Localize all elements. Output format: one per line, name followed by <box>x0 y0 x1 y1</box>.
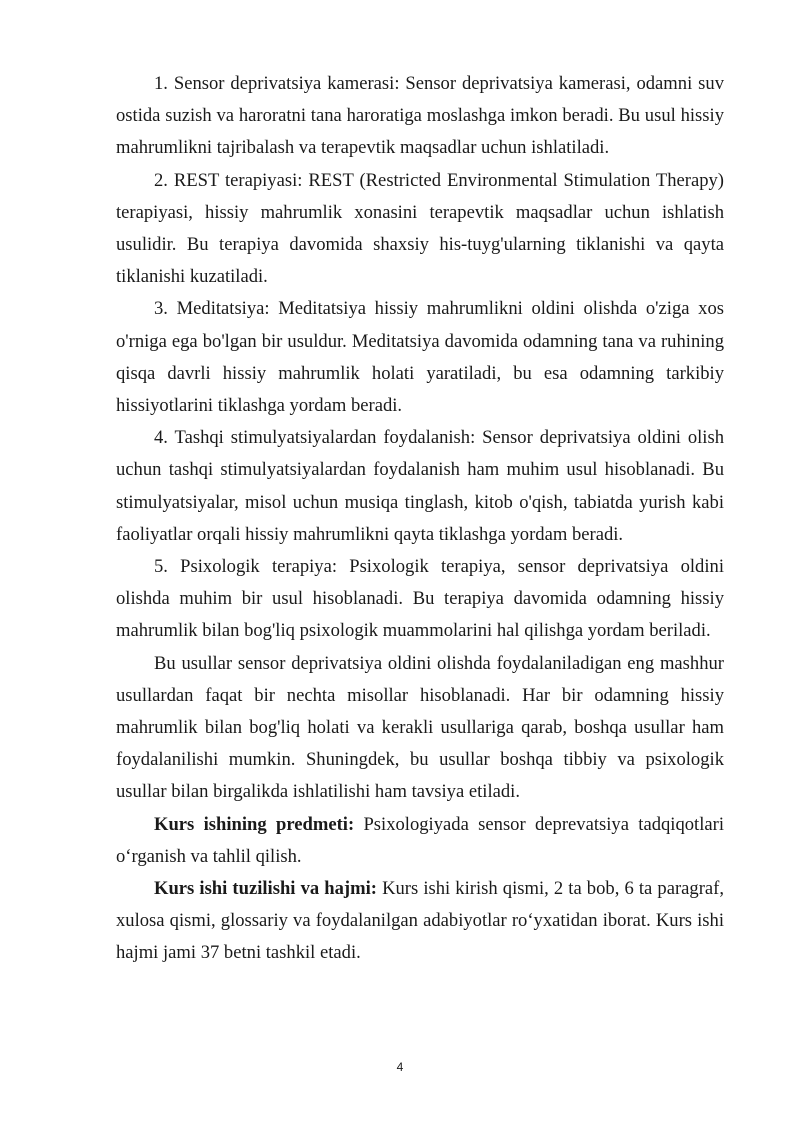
paragraph-external-stimulation: 4. Tashqi stimulyatsiyalardan foydalanish: Sensor deprivatsiya oldini olish uchun tashqi stimulyatsiyalardan foydalanish ham muhim usul hisoblanadi. Bu stimulyatsiyalar, misol uchun musiqa tinglash, kitob o'qish, tabiatda yurish kabi faoliyatlar orqali hissiy mahrumlikni qayta tiklashga yordam beradi. <box>116 427 724 545</box>
course-structure-label: Kurs ishi tuzilishi va hajmi: <box>154 878 377 900</box>
paragraph-course-subject <box>116 809 724 873</box>
course-subject-label: Kurs ishining predmeti: <box>154 813 355 835</box>
course-subject-text: Psixologiyada sensor deprevatsiya tadqiqotlari o‘rganish va tahlil qilish. <box>116 813 724 867</box>
paragraph-sensor-chamber: 1. Sensor deprivatsiya kamerasi: Sensor deprivatsiya kamerasi, odamni suv ostida suzish va haroratni tana haroratiga moslashga imkon beradi. Bu usul hissiy mahrumlikni tajribalash va terapevtik maqsadlar uchun ishlatiladi. <box>116 73 724 159</box>
paragraph-meditation: 3. Meditatsiya: Meditatsiya hissiy mahrumlikni oldini olishda o'ziga xos o'rniga ega bo'lgan bir usuldur. Meditatsiya davomida odamning tana va ruhining qisqa davrli hissiy mahrumlik holati yaratiladi, bu esa odamning tarkibiy hissiyotlarini tiklashga yordam beradi. <box>116 298 724 417</box>
paragraph-rest-therapy: 2. REST terapiyasi: REST (Restricted Environmental Stimulation Therapy) terapiyasi, hissiy mahrumlik xonasini terapevtik maqsadlar uchun ishlatish usulidir. Bu terapiya davomida shaxsiy his-tuyg'ularning tiklanishi va qayta tiklanishi kuzatiladi. <box>116 169 724 288</box>
paragraph-course-structure <box>116 873 724 970</box>
page-number: 4 <box>396 1060 404 1074</box>
course-structure-text: Kurs ishi kirish qismi, 2 ta bob, 6 ta paragraf, xulosa qismi, glossariy va foydalanilgan adabiyotlar ro‘yxatidan iborat. Kurs ishi hajmi jami 37 betni tashkil etadi. <box>116 878 724 964</box>
paragraph-summary: Bu usullar sensor deprivatsiya oldini olishda foydalaniladigan eng mashhur usullardan faqat bir nechta misollar hisoblanadi. Har bir odamning hissiy mahrumlik bilan bog'liq holati va kerakli usullariga qarab, boshqa usullar ham foydalanilishi mumkin. Shuningdek, bu usullar boshqa tibbiy va psixologik usullar bilan birgalikda ishlatilishi ham tavsiya etiladi. <box>116 652 724 803</box>
paragraph-psychological-therapy: 5. Psixologik terapiya: Psixologik terapiya, sensor deprivatsiya oldini olishda muhim bir usul hisoblanadi. Bu terapiya davomida odamning hissiy mahrumlik bilan bog'liq psixologik muammolarini hal qilishga yordam beriladi. <box>116 556 724 642</box>
document-page <box>116 68 724 970</box>
